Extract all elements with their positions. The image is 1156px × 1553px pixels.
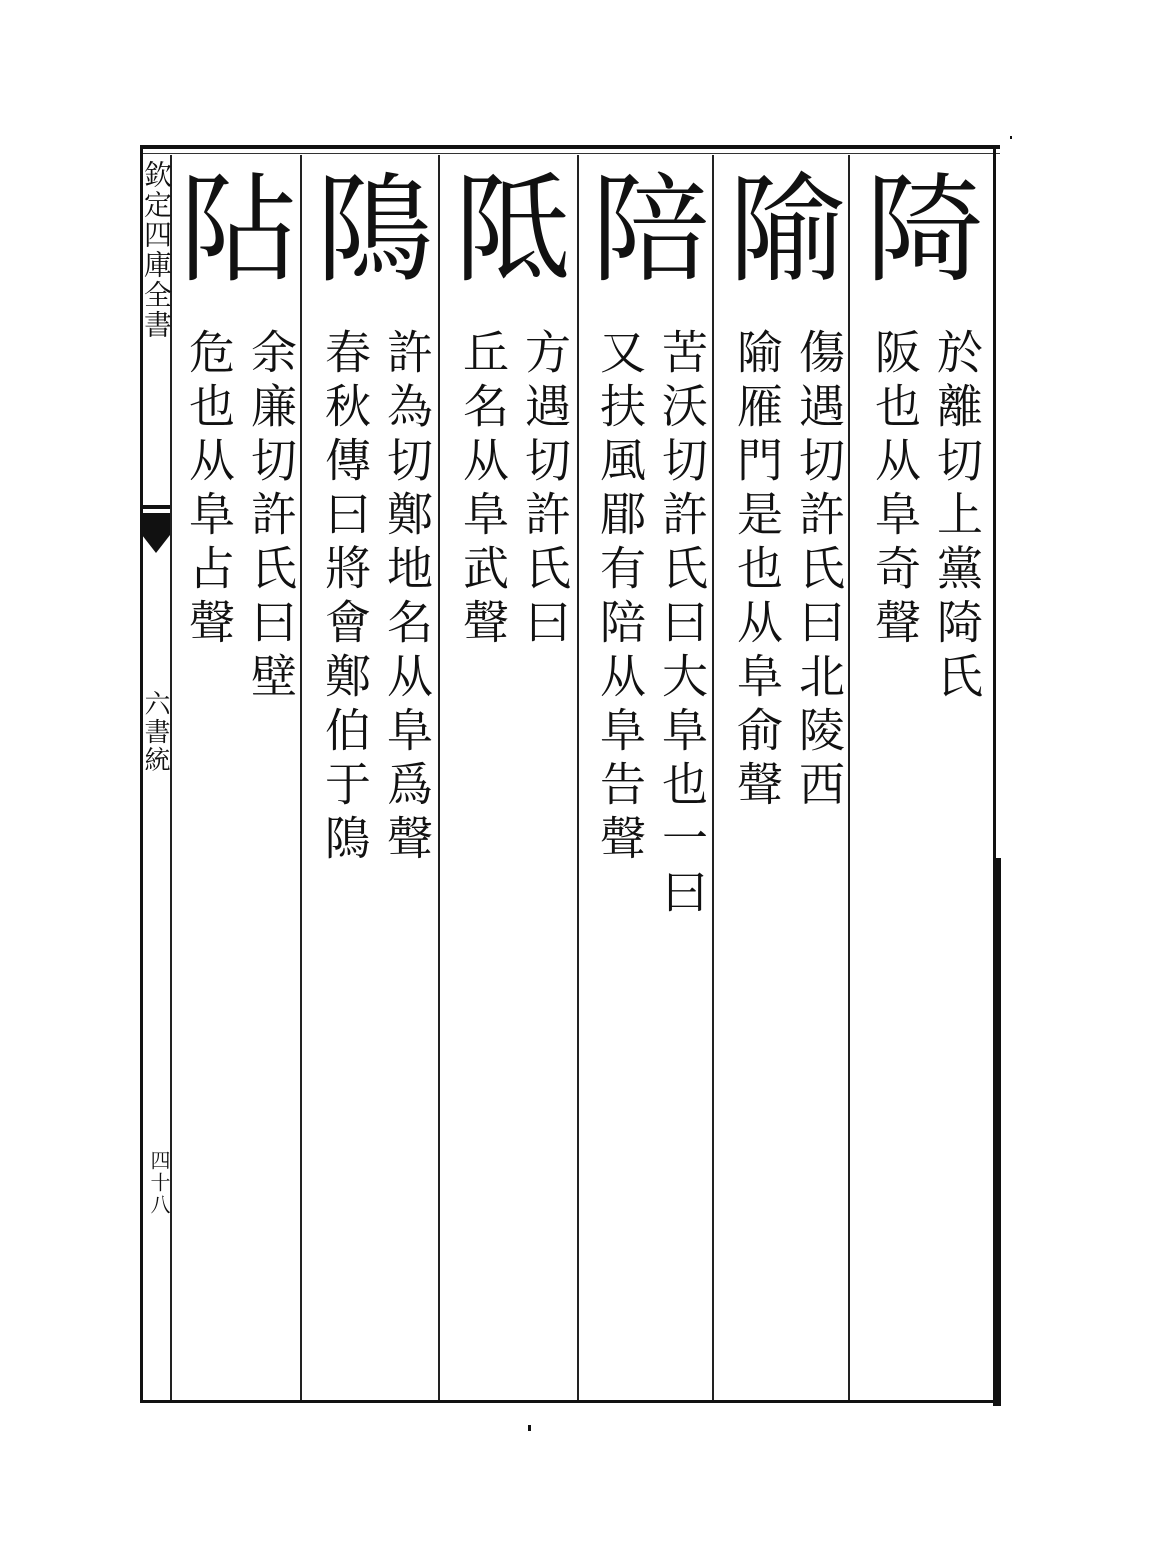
fish-tail-mark (142, 505, 170, 565)
frame-top-rule (140, 145, 1000, 149)
seal-character: 隝 (316, 161, 435, 299)
gloss-line: 於離切上黨陭氏 (930, 328, 984, 706)
page-number: 四十八 (147, 1150, 171, 1216)
gloss-line: 丘名从阜武聲 (456, 328, 510, 652)
column-divider (577, 155, 579, 1400)
frame-top-inner-rule (140, 153, 1000, 154)
column-divider (438, 155, 440, 1400)
seal-character: 阽 (179, 161, 298, 299)
gloss-line: 春秋傳曰將會鄭伯于隝 (318, 328, 372, 868)
gloss-line: 隃雁門是也从阜俞聲 (730, 328, 784, 814)
gloss-line: 危也从阜占聲 (182, 328, 236, 652)
gloss-line: 又扶風郿有陪从阜告聲 (593, 328, 647, 868)
gloss-line: 方遇切許氏曰 (518, 328, 572, 652)
seal-character: 陪 (591, 161, 710, 299)
seal-character: 阺 (453, 161, 572, 299)
volume-title: 六書統 (140, 690, 170, 774)
gloss-line: 阪也从阜奇聲 (868, 328, 922, 652)
gloss-line: 余廉切許氏曰壁 (244, 328, 298, 706)
book-title: 欽定四庫全書 (140, 160, 173, 340)
print-mark (528, 1425, 531, 1431)
seal-character: 陭 (865, 161, 984, 299)
column-divider (712, 155, 714, 1400)
column-divider (848, 155, 850, 1400)
gloss-line: 許為切鄭地名从阜爲聲 (380, 328, 434, 868)
gloss-line: 傷遇切許氏曰北陵西 (792, 328, 846, 814)
seal-character: 隃 (728, 161, 847, 299)
print-mark (1010, 136, 1012, 139)
frame-right-shadow (993, 858, 1001, 1406)
frame-bottom-rule (140, 1400, 1000, 1403)
column-divider (300, 155, 302, 1400)
gloss-line: 苦沃切許氏曰大阜也一曰 (655, 328, 709, 922)
